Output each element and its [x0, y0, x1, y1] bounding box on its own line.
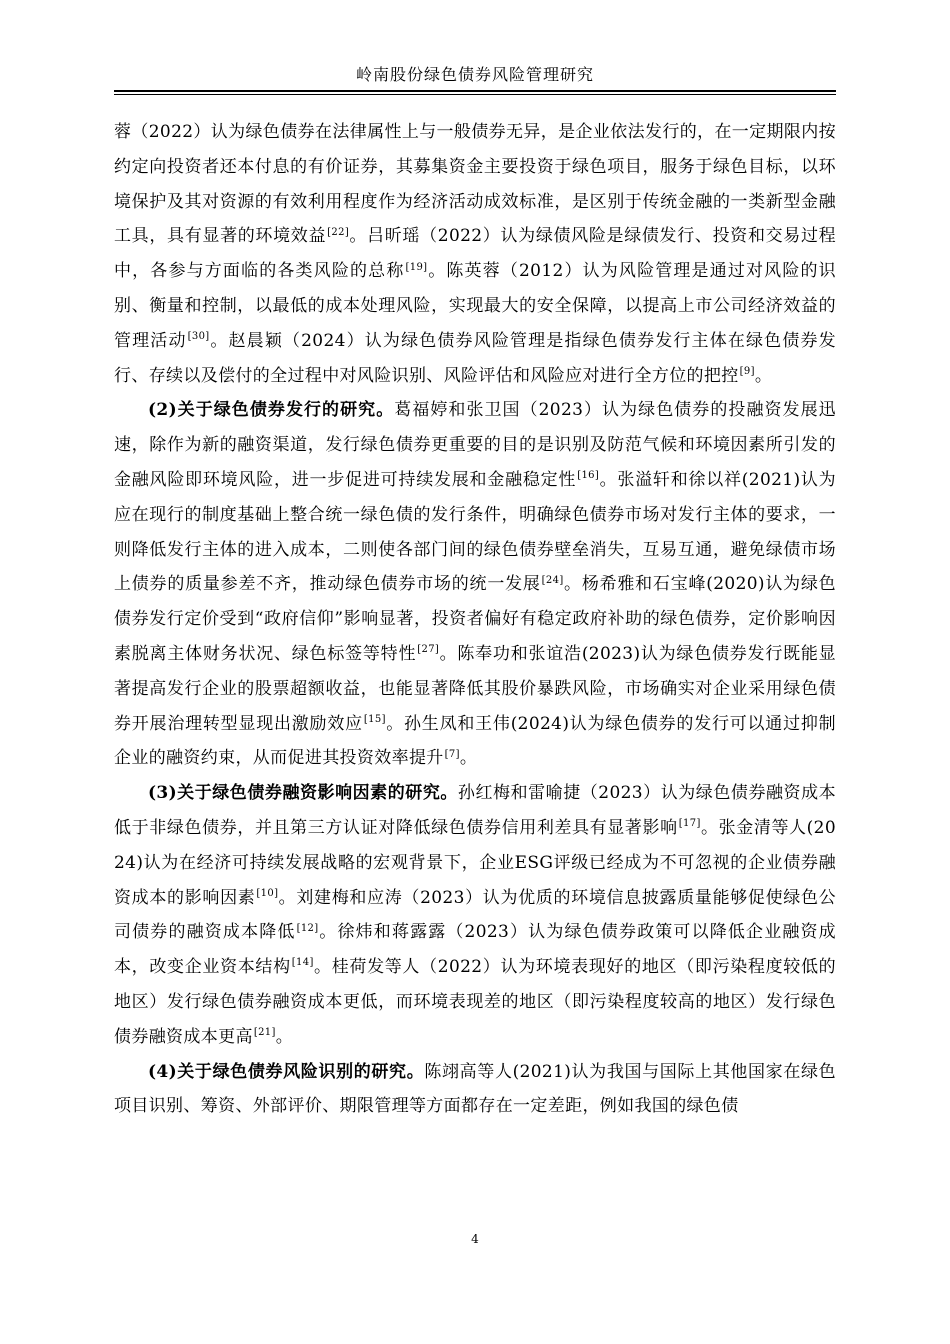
body-text: [114, 115, 836, 1124]
paragraph-text: 。赵晨颖（2024）认为绿色债券风险管理是指绿色债券发行主体在绿色债券发行、存续以及偿付的全过程中对风险识别、风险评估和风险应对进行全方位的把控: [114, 330, 836, 386]
paragraph-lead: (3)关于绿色债券融资影响因素的研究。: [148, 783, 458, 804]
paragraph-text: 。刘建梅和应涛（2023）认为优质的环境信息披露质量能够促使绿色公司债券的融资成本降低: [114, 887, 836, 943]
paragraph-text: 。: [754, 365, 773, 386]
citation-ref: [17]: [678, 818, 701, 830]
citation-ref: [16]: [577, 470, 600, 482]
paragraph-text: 孙红梅和雷喻捷（2023）认为绿色债券融资成本低于非绿色债券，并且第三方认证对降低绿色债券信用利差具有显著影响: [114, 783, 836, 838]
citation-ref: [14]: [291, 957, 314, 969]
paragraph-text: 。孙生凤和王伟(2024)认为绿色债券的发行可以通过抑制企业的融资约束，从而促进其投资效率提升: [114, 713, 836, 769]
paragraph: [114, 776, 836, 1054]
paragraph-text: 。桂荷发等人（2022）认为环境表现好的地区（即污染程度较低的地区）发行绿色债券融资成本更低，而环境表现差的地区（即污染程度较高的地区）发行绿色债券融资成本更高: [114, 957, 836, 1047]
paragraph-text: 。陈英蓉（2012）认为风险管理是通过对风险的识别、衡量和控制，以最低的成本处理风险，实现最大的安全保障，以提高上市公司经济效益的管理活动: [114, 261, 836, 351]
paragraph-text: 蓉（2022）认为绿色债券在法律属性上与一般债券无异，是企业依法发行的，在一定期限内按约定向投资者还本付息的有价证券，其募集资金主要投资于绿色项目，服务于绿色目标，以环境保护及其对资源的有效利用程度作为经济活动成效标准，是区别于传统金融的一类新型金融工具，具有显著的环境效益: [114, 122, 836, 247]
paragraph: [114, 393, 836, 776]
citation-ref: [9]: [739, 365, 755, 377]
paragraph-lead: (4)关于绿色债券风险识别的研究。: [148, 1061, 425, 1082]
citation-ref: [24]: [541, 574, 564, 586]
paragraph-text: 。张溢轩和徐以祥(2021)认为应在现行的制度基础上整合统一绿色债的发行条件，明确绿色债券市场对发行主体的要求，一则降低发行主体的进入成本，二则使各部门间的绿色债券壁垒消失，互易互通，避免绿债市场上债券的质量参差不齐，推动绿色债券市场的统一发展: [114, 469, 836, 595]
paragraph-text: 。杨希雅和石宝峰(2020)认为绿色债券发行定价受到“政府信仰”影响显著，投资者偏好有稳定政府补助的绿色债券，定价影响因素脱离主体财务状况、绿色标签等特性: [114, 574, 836, 664]
citation-ref: [12]: [296, 922, 319, 934]
header-rule: [114, 90, 836, 95]
citation-ref: [21]: [253, 1027, 276, 1039]
paragraph-text: 。张金清等人(2024)认为在经济可持续发展战略的宏观背景下，企业ESG评级已经成为不可忽视的企业债券融资成本的影响因素: [114, 817, 836, 908]
citation-ref: [15]: [363, 713, 386, 725]
citation-ref: [10]: [256, 887, 279, 899]
paragraph-text: 。: [275, 1026, 294, 1047]
citation-ref: [19]: [405, 261, 428, 273]
citation-ref: [30]: [187, 331, 210, 343]
paragraph-text: 。陈奉功和张谊浩(2023)认为绿色债券发行既能显著提高发行企业的股票超额收益，也能显著降低其股价暴跌风险，市场确实对企业采用绿色债券开展治理转型显现出激励效应: [114, 643, 837, 734]
paragraph-text: 葛福婷和张卫国（2023）认为绿色债券的投融资发展迅速，除作为新的融资渠道，发行绿色债券更重要的目的是识别及防范气候和环境因素所引发的金融风险即环境风险，进一步促进可持续发展和金融稳定性: [114, 400, 836, 490]
page-number: 4: [471, 1232, 479, 1246]
paragraph-text: 。: [459, 748, 478, 769]
paragraph-text: 。吕昕瑶（2022）认为绿债风险是绿债发行、投资和交易过程中，各参与方面临的各类风险的总称: [114, 226, 837, 282]
paragraph: [114, 1055, 836, 1125]
running-header: 岭南股份绿色债券风险管理研究: [355, 65, 594, 84]
paragraph: [114, 115, 836, 393]
paragraph-text: 。徐炜和蒋露露（2023）认为绿色债券政策可以降低企业融资成本，改变企业资本结构: [114, 922, 837, 978]
paragraph-lead: (2)关于绿色债券发行的研究。: [148, 400, 395, 421]
citation-ref: [7]: [444, 748, 460, 760]
citation-ref: [22]: [327, 226, 350, 238]
citation-ref: [27]: [417, 644, 440, 656]
paragraph-text: 陈翊高等人(2021)认为我国与国际上其他国家在绿色项目识别、筹资、外部评价、期限管理等方面都存在一定差距，例如我国的绿色债: [114, 1061, 836, 1117]
